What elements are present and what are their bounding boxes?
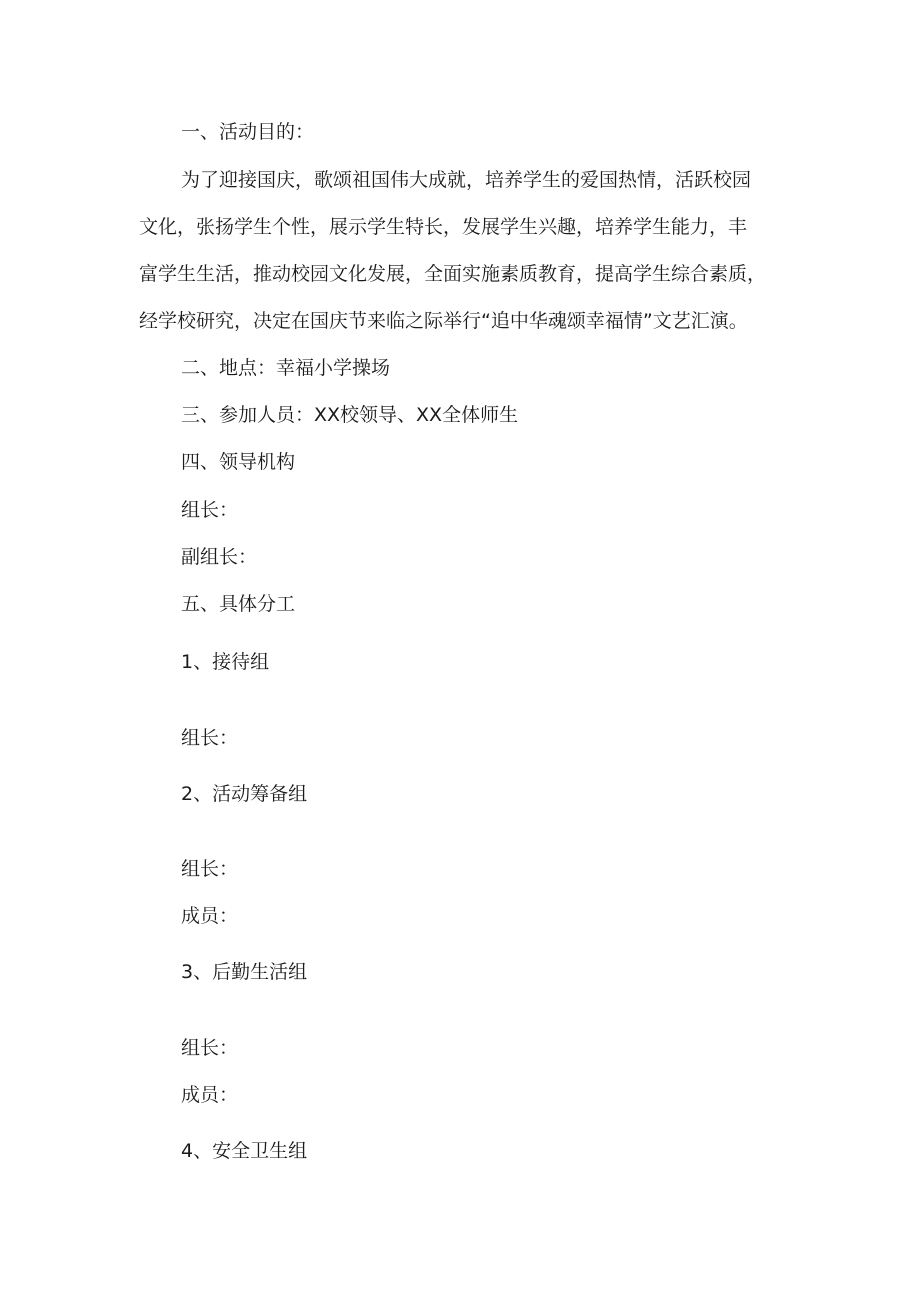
- section-participants: 三、参加人员：XX校领导、XX全体师生: [181, 404, 519, 426]
- group-leader-label: 组长：: [181, 858, 239, 880]
- section-heading-leadership: 四、领导机构: [181, 451, 296, 473]
- purpose-paragraph-line: 经学校研究，决定在国庆节来临之际举行“追中华魂颂幸福情”文艺汇演。: [139, 310, 748, 332]
- section-heading-purpose: 一、活动目的：: [181, 121, 315, 143]
- purpose-paragraph-line: 为了迎接国庆，歌颂祖国伟大成就，培养学生的爱国热情，活跃校园: [181, 169, 752, 191]
- group-leader-label: 组长：: [181, 1037, 239, 1059]
- group-title: 4、安全卫生组: [181, 1140, 308, 1162]
- group-members-label: 成员：: [181, 1084, 239, 1106]
- group-title: 2、活动筹备组: [181, 783, 308, 805]
- group-title: 1、接待组: [181, 651, 270, 673]
- group-members-label: 成员：: [181, 905, 239, 927]
- section-location: 二、地点：幸福小学操场: [181, 357, 391, 379]
- group-title: 3、后勤生活组: [181, 961, 308, 983]
- purpose-paragraph-line: 文化，张扬学生个性，展示学生特长，发展学生兴趣，培养学生能力，丰: [139, 216, 748, 238]
- group-leader-label: 组长：: [181, 727, 239, 749]
- section-heading-division: 五、具体分工: [181, 593, 296, 615]
- leader-label: 组长：: [181, 499, 239, 521]
- purpose-paragraph-line: 富学生生活，推动校园文化发展，全面实施素质教育，提高学生综合素质，: [139, 263, 767, 285]
- deputy-leader-label: 副组长：: [181, 546, 258, 568]
